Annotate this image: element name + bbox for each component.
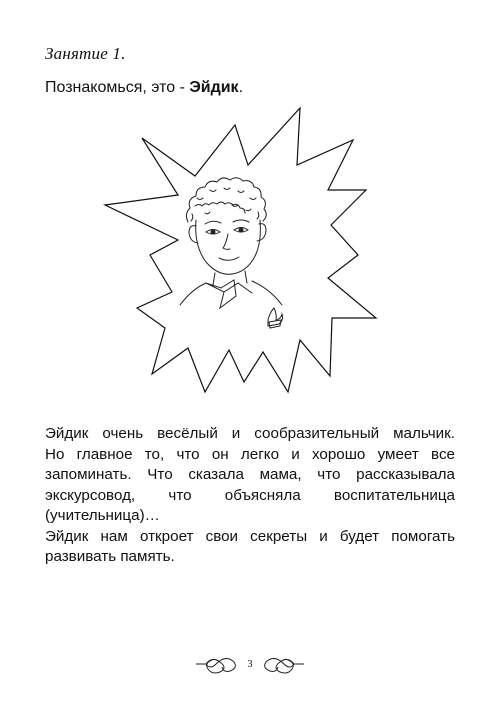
page-number: 3 <box>247 659 253 670</box>
paragraph-line: развивать память. <box>45 548 175 565</box>
paragraph-line: запоминать. Что сказала мама, что рассказывала <box>45 466 455 483</box>
paragraph-line: (учительница)… <box>45 507 160 524</box>
paragraph-line: Эйдик нам откроет свои секреты и будет помогать <box>45 527 455 545</box>
starburst-frame <box>105 108 376 392</box>
paragraph-line: экскурсовод, что объясняла воспитательница <box>45 486 455 504</box>
boy-portrait <box>180 178 283 328</box>
paragraph-line: Но главное то, что он легко и хорошо умеет все <box>45 445 455 463</box>
paragraph-line: Эйдик очень весёлый и сообразительный мальчик. <box>45 425 455 442</box>
lesson-title: Занятие 1. <box>45 44 126 63</box>
description-paragraph <box>45 424 455 568</box>
character-name: Эйдик <box>189 79 239 96</box>
intro-suffix: . <box>238 79 244 96</box>
intro-prefix: Познакомься, это - <box>45 79 190 96</box>
